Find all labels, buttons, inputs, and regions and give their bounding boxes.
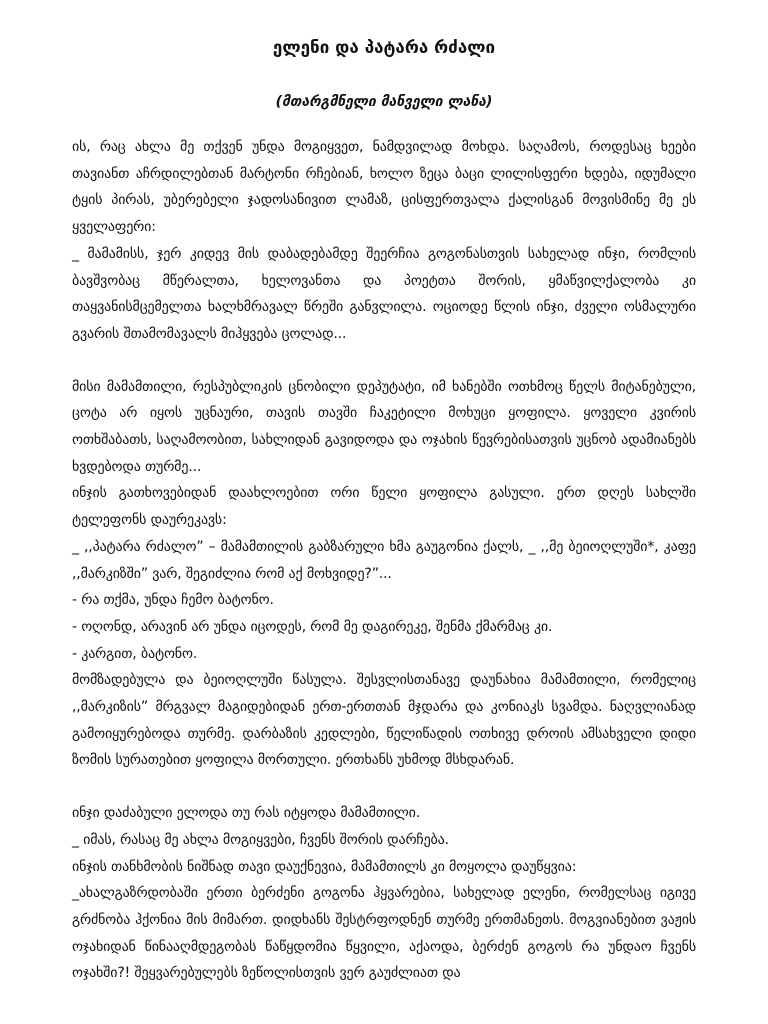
- paragraph-intro: ის, რაც ახლა მე თქვენ უნდა მოგიყვეთ, ნამდვილად მოხდა. საღამოს, როდესაც ხეები თავიანთ აჩრდილებთან მარტონი რჩებიან, ხოლო ზეცა ბაცი ლილისფერი ხდება, იდუმალი ტყის პირას, უბერებელი ჯადოსანივით ლამაზ, ცისფერთვალა ქალისგან მოვისმინე მე ეს ყველაფერი:: [72, 139, 696, 236]
- paragraph-name-inji: _ მამამისს, ჯერ კიდევ მის დაბადებამდე შეერჩია გოგონასთვის სახელად ინჯი, რომლის ბავშვობაც მწერალთა, ხელოვანთა და პოეტთა შორის, ყმაწვილქალობა კი თაყვანისმცემელთა ხალხმრავალ წრეში განვლილა. ოციოდე წლის ინჯი, ძველი ოსმალური გვარის შთამომავალს მიჰყვება ცოლად...: [72, 245, 696, 342]
- paragraph-spacer: [72, 774, 696, 800]
- paragraph-story-helen: _ახალგაზრდობაში ერთი ბერძენი გოგონა ჰყვარებია, სახელად ელენი, რომელსაც იგივე გრძნობა ჰქონია მის მიმართ. დიდხანს შესტრფოდნენ თურმე ერთმანეთს. მოგვიანებით ვაჟის ოჯახიდან წინააღმდეგობას წაწყდომია წყვილი, აქაოდა, ბერძენ გოგოს რა უნდაო ჩვენს ოჯახში?! შეყვარებულებს ზეწოლისთვის ვერ გაუძლიათ და: [72, 885, 696, 982]
- paragraph-spacer: [72, 348, 696, 374]
- paragraph-waiting: ინჯი დაძაბული ელოდა თუ რას იტყოდა მამამთილი.: [72, 805, 421, 822]
- dialogue-line: _ იმას, რასაც მე ახლა მოგიყვები, ჩვენს შორის დარჩება.: [72, 831, 449, 848]
- translator-credit: (მთარგმნელი მანველი ლანა): [275, 94, 493, 110]
- dialogue-line: - კარგით, ბატონო.: [72, 645, 198, 662]
- paragraph-nod: ინჯის თანხმობის ნიშნად თავი დაუქნევია, მამამთილს კი მოყოლა დაუწყვია:: [72, 858, 577, 875]
- document-page: [72, 36, 696, 987]
- paragraph-father-in-law: მისი მამამთილი, რესპუბლიკის ცნობილი დეპუტატი, იმ ხანებში ოთხმოც წელს მიტანებული, ცოტა არ იყოს უცნაური, თავის თავში ჩაკეტილი მოხუცი ყოფილა. ყოველი კვირის ოთხშაბათს, საღამოობით, სახლიდან გავიდოდა და ოჯახის წევრებისათვის უცნობ ადამიანებს ხვდებოდა თურმე...: [72, 378, 696, 475]
- paragraph-phone-call: ინჯის გათხოვებიდან დაახლოებით ორი წელი ყოფილა გასული. ერთ დღეს სახლში ტელეფონს დაურეკავს:: [72, 485, 696, 529]
- paragraph-marquis-cafe: მომზადებულა და ბეიოღლუში წასულა. შესვლისთანავე დაუნახია მამამთილი, რომელიც ,,მარკიზის” მრგვალ მაგიდებიდან ერთ-ერთთან მჯდარა და კონიაკს სვამდა. ნაღვლიანად გამოიყურებოდა თურმე. დარბაზის კედლები, წელიწადის ოთხივე დროის ამსახველი დიდი ზომის სურათებით ყოფილა მორთული. ერთხანს უხმოდ მსხდარან.: [72, 672, 696, 769]
- document-title: ელენი და პატარა რძალი: [272, 38, 496, 58]
- dialogue-line: - ოღონდ, არავინ არ უნდა იცოდეს, რომ მე დაგირეკე, შენმა ქმარმაც კი.: [72, 618, 553, 635]
- dialogue-line: - რა თქმა, უნდა ჩემო ბატონო.: [72, 592, 274, 609]
- dialogue-line: _ ,,პატარა რძალო” – მამამთილის გაბზარული ხმა გაუგონია ქალს, _ ,,მე ბეიოღლუში*, კაფე ,,მარკიზში” ვარ, შეგიძლია რომ აქ მოხვიდე?”...: [72, 538, 696, 582]
